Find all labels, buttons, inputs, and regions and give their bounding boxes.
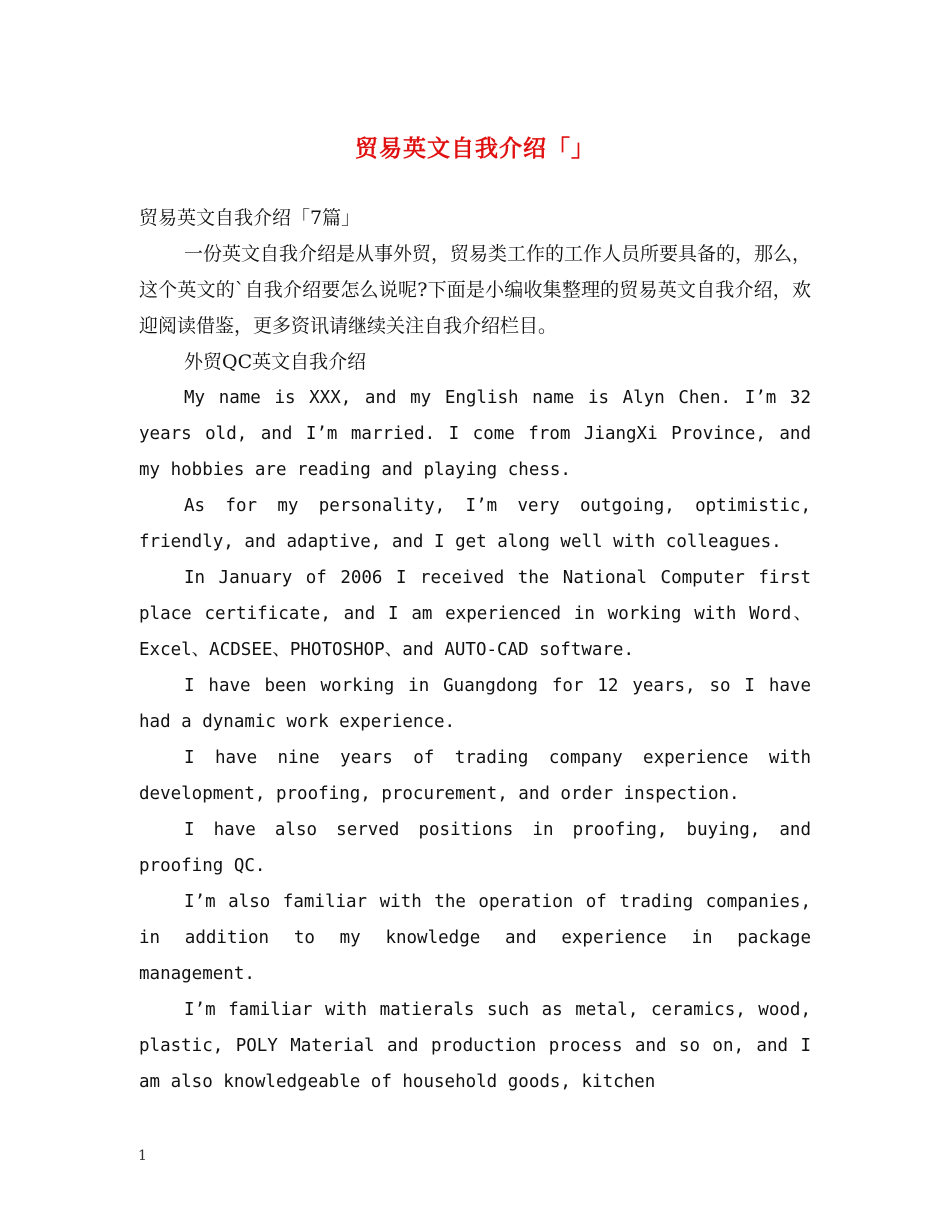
body-paragraph: I’m familiar with matierals such as metal, ceramics, wood, plastic, POLY Material and production process and so on, and I am also knowledgeable of household goods, kitchen [139, 1000, 811, 1092]
intro-paragraph: 一份英文自我介绍是从事外贸，贸易类工作的工作人员所要具备的，那么，这个英文的`自我介绍要怎么说呢?下面是小编收集整理的贸易英文自我介绍，欢迎阅读借鉴，更多资讯请继续关注自我介绍栏目。 [139, 243, 812, 337]
body-paragraph: My name is XXX, and my English name is Alyn Chen. I’m 32 years old, and I’m married. I come from JiangXi Province, and my hobbies are reading and playing chess. [139, 388, 811, 480]
page-number: 1 [138, 1148, 147, 1164]
document-title: 贸易英文自我介绍「」 [355, 135, 595, 162]
body-paragraph: As for my personality, I’m very outgoing, optimistic, friendly, and adaptive, and I get along well with colleagues. [139, 496, 811, 552]
document-body [139, 200, 811, 1100]
body-paragraph: I have nine years of trading company experience with development, proofing, procurement, and order inspection. [139, 748, 811, 804]
body-paragraph: I have been working in Guangdong for 12 years, so I have had a dynamic work experience. [139, 676, 811, 732]
body-paragraph: I have also served positions in proofing, buying, and proofing QC. [139, 820, 811, 876]
body-paragraph: I’m also familiar with the operation of trading companies, in addition to my knowledge and experience in package management. [139, 892, 811, 984]
document-subtitle: 贸易英文自我介绍「7篇」 [139, 207, 361, 229]
section-heading: 外贸QC英文自我介绍 [184, 351, 367, 373]
body-paragraph: In January of 2006 I received the National Computer first place certificate, and I am experienced in working with Word、Excel、ACDSEE、PHOTOSHOP、and AUTO-CAD software. [139, 568, 811, 660]
